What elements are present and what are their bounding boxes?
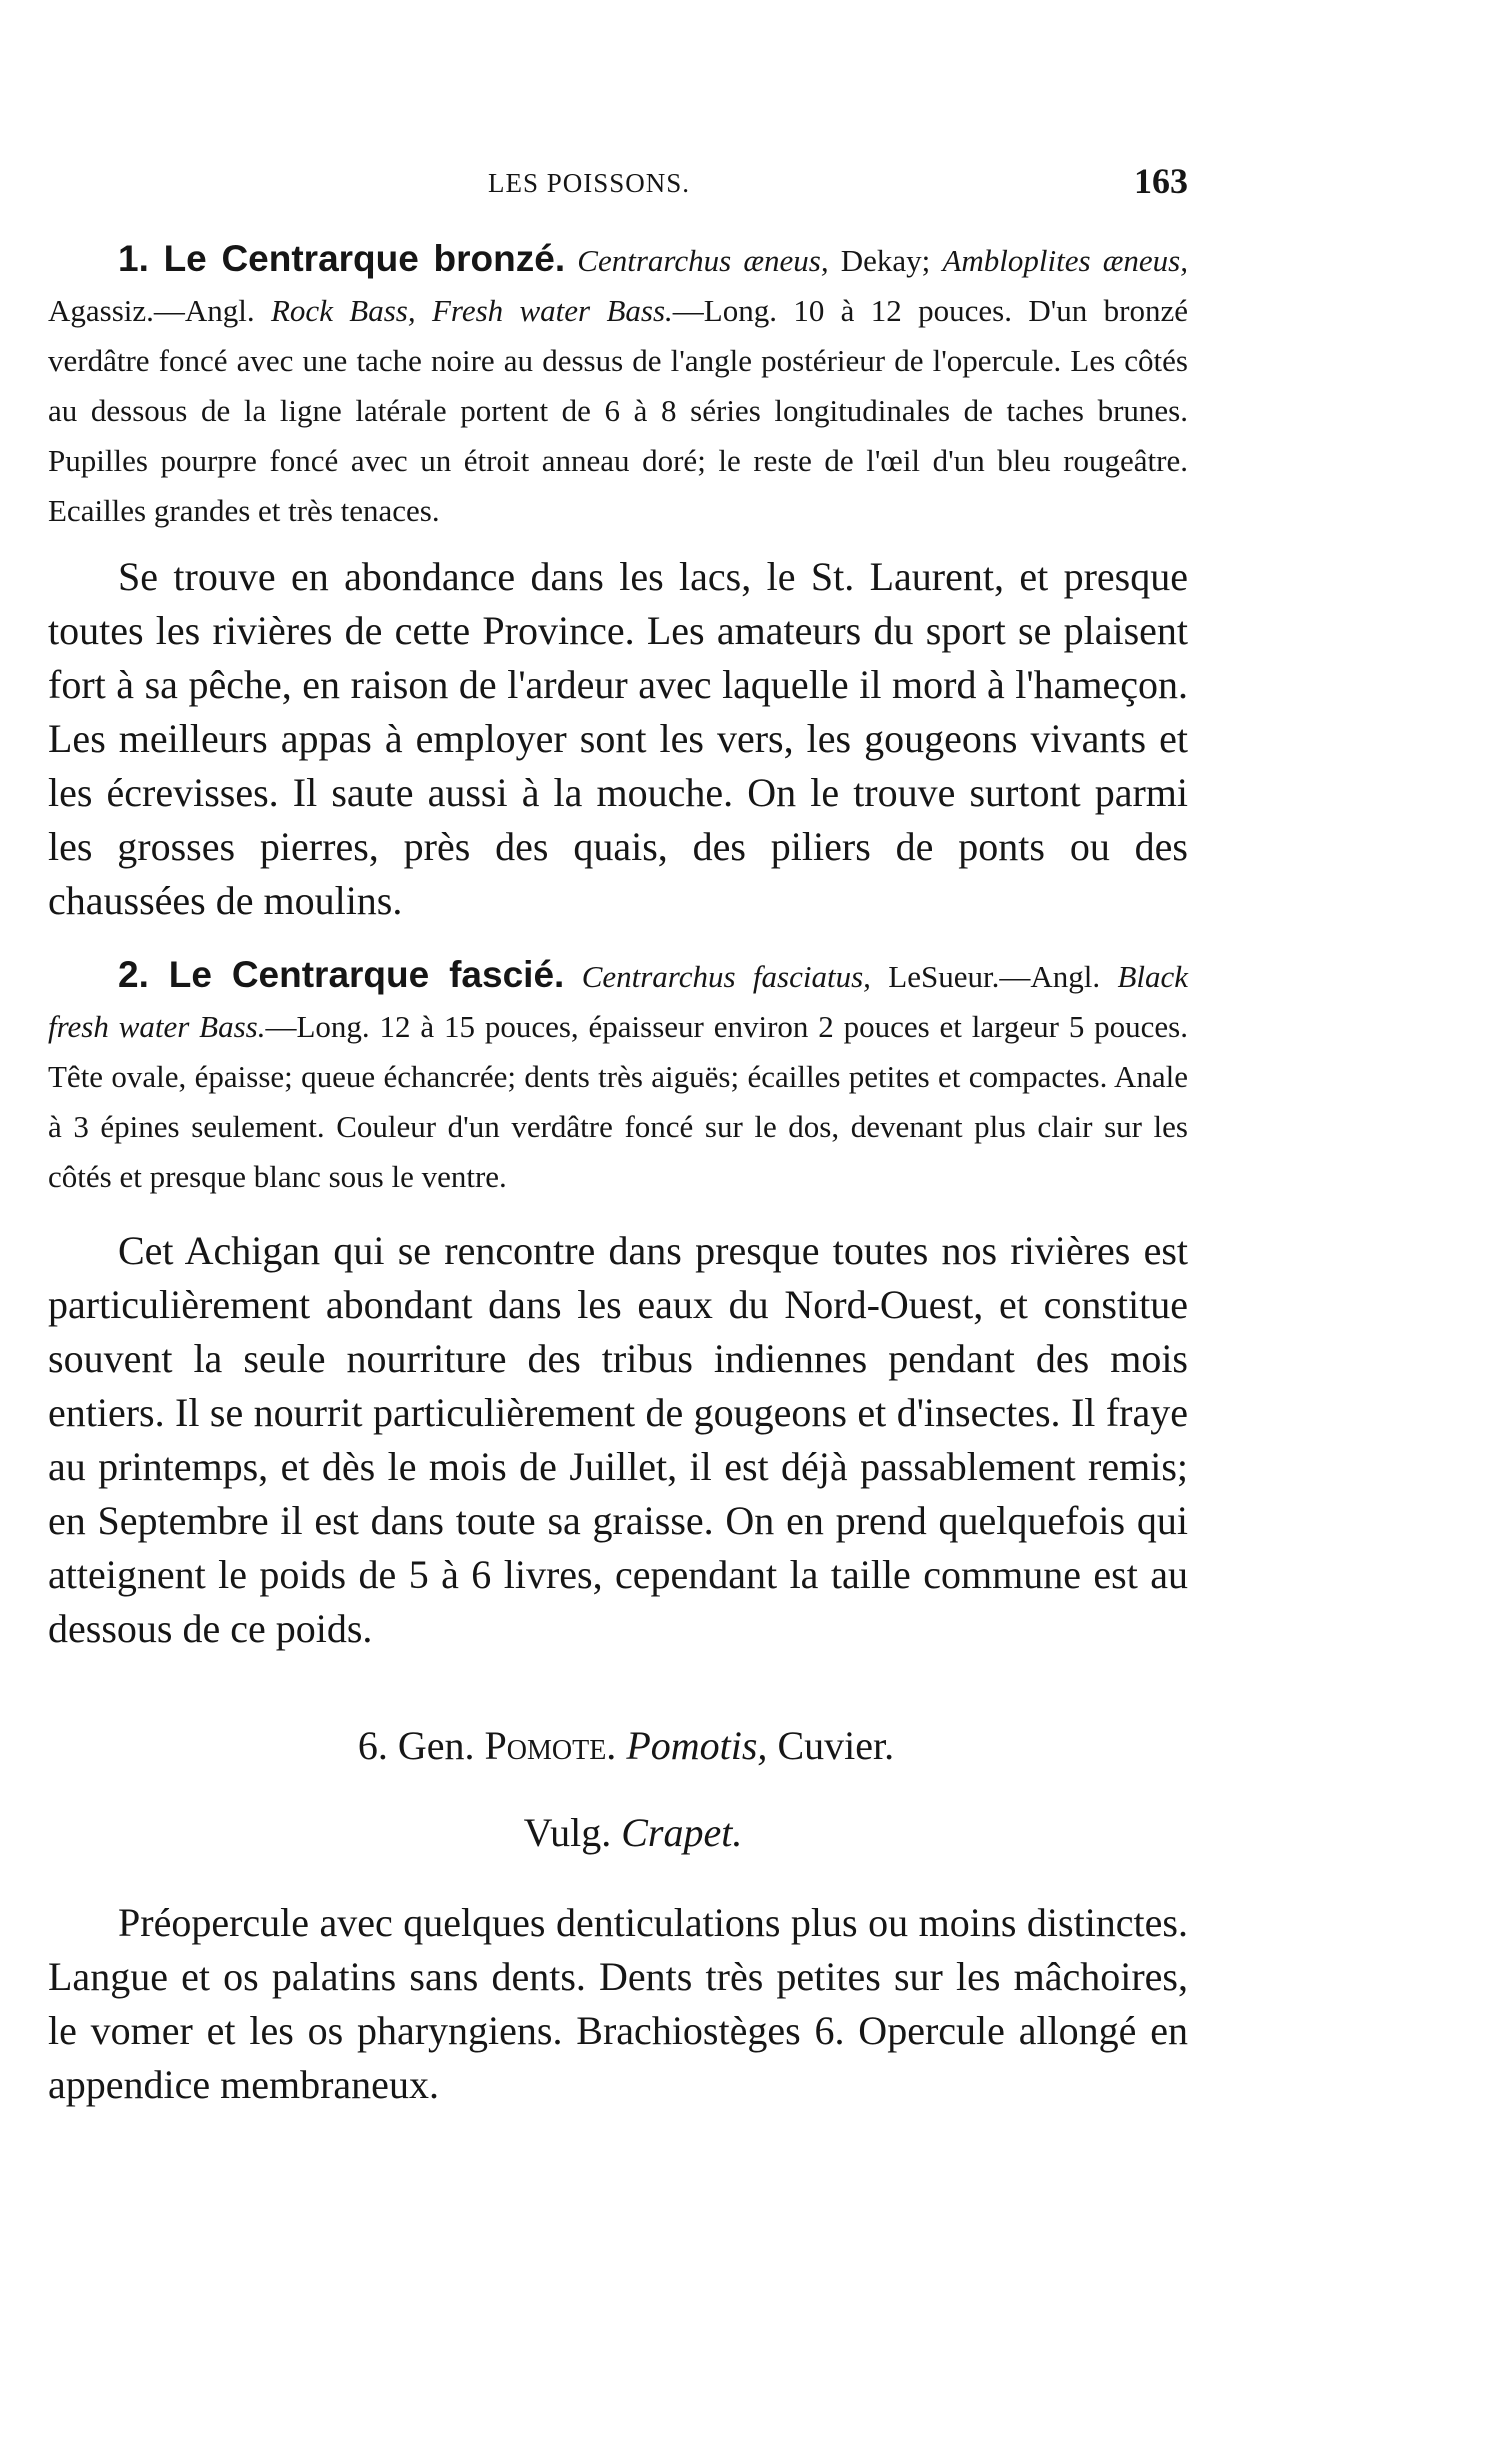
- species-2-latin-name: Centrarchus fasciatus,: [581, 959, 871, 994]
- species-1-paragraph: Se trouve en abondance dans les lacs, le St. Laurent, et presque toutes les rivières de cette Province. Les amateurs du sport se plaisent fort à sa pêche, en raison de l'ardeur avec laquelle il mord à l'hameçon. Les meilleurs appas à employer sont les vers, les gougeons vivants et les écrevisses. Il saute aussi à la mouche. On le trouve surtont parmi les grosses pierres, près des quais, des piliers de ponts ou des chaussées de moulins.: [48, 554, 1188, 923]
- genus-description: Préopercule avec quelques denticulations plus ou moins distinctes. Langue et os palatins sans dents. Dents très petites sur les mâchoires, le vomer et les os pharyngiens. Brachiostèges 6. Opercule allongé en appendice membraneux.: [48, 1900, 1188, 2107]
- species-1-entry: [48, 234, 1188, 536]
- species-2-heading: 2. Le Centrarque fascié.: [118, 954, 565, 995]
- genus-heading: [48, 1722, 1188, 1769]
- genus-number: 6. Gen.: [357, 1723, 485, 1768]
- page-number: 163: [1134, 161, 1188, 201]
- species-1-latin-name: Centrarchus æneus,: [577, 243, 829, 278]
- genus-name: Pomote.: [484, 1723, 617, 1768]
- running-title: LES POISSONS.: [488, 168, 691, 198]
- species-1-author: Dekay;: [828, 243, 943, 278]
- species-2-english-name: Black fresh water Bass.: [48, 959, 1189, 1044]
- species-2-description: —Long. 12 à 15 pouces, épaisseur environ 2 pouces et largeur 5 pouces. Tête ovale, épaisse; queue échancrée; dents très aiguës; écailles petites et compactes. Anale à 3 épines seulement. Couleur d'un verdâtre foncé sur le dos, devenant plus clair sur les côtés et presque blanc sous le ventre.: [48, 1009, 1188, 1194]
- page-header: [48, 161, 1188, 208]
- species-1-english-name: Rock Bass, Fresh water Bass.: [271, 293, 673, 328]
- species-1-heading: 1. Le Centrarque bronzé.: [118, 238, 566, 279]
- species-1-description: —Long. 10 à 12 pouces. D'un bronzé verdâtre foncé avec une tache noire au dessus de l'angle postérieur de l'opercule. Les côtés au dessous de la ligne latérale portent de 6 à 8 séries longitudinales de taches brunes. Pupilles pourpre foncé avec un étroit anneau doré; le reste de l'œil d'un bleu rougeâtre. Ecailles grandes et très tenaces.: [48, 293, 1188, 528]
- genus-latin-name: Pomotis,: [626, 1723, 768, 1768]
- vulgar-name: Crapet.: [621, 1810, 743, 1855]
- vulgar-name-line: [48, 1809, 1188, 1856]
- species-2-paragraph: Cet Achigan qui se rencontre dans presque toutes nos rivières est particulièrement abondant dans les eaux du Nord-Ouest, et constitue souvent la seule nourriture des tribus indiennes pendant des mois entiers. Il se nourrit particulièrement de gougeons et d'insectes. Il fraye au printemps, et dès le mois de Juillet, il est déjà passablement remis; en Septembre il est dans toute sa graisse. On en prend quelquefois qui atteignent le poids de 5 à 6 livres, cependant la taille commune est au dessous de ce poids.: [48, 1228, 1188, 1651]
- species-2-entry: [48, 950, 1188, 1202]
- species-1-synonym: Ambloplites æneus,: [942, 243, 1188, 278]
- genus-author: Cuvier.: [767, 1723, 895, 1768]
- page-body: [48, 234, 1188, 2112]
- species-2-author: LeSueur.—Angl.: [870, 959, 1118, 994]
- vulgar-label: Vulg.: [523, 1810, 622, 1855]
- species-1-synonym-author: Agassiz.—Angl.: [48, 293, 271, 328]
